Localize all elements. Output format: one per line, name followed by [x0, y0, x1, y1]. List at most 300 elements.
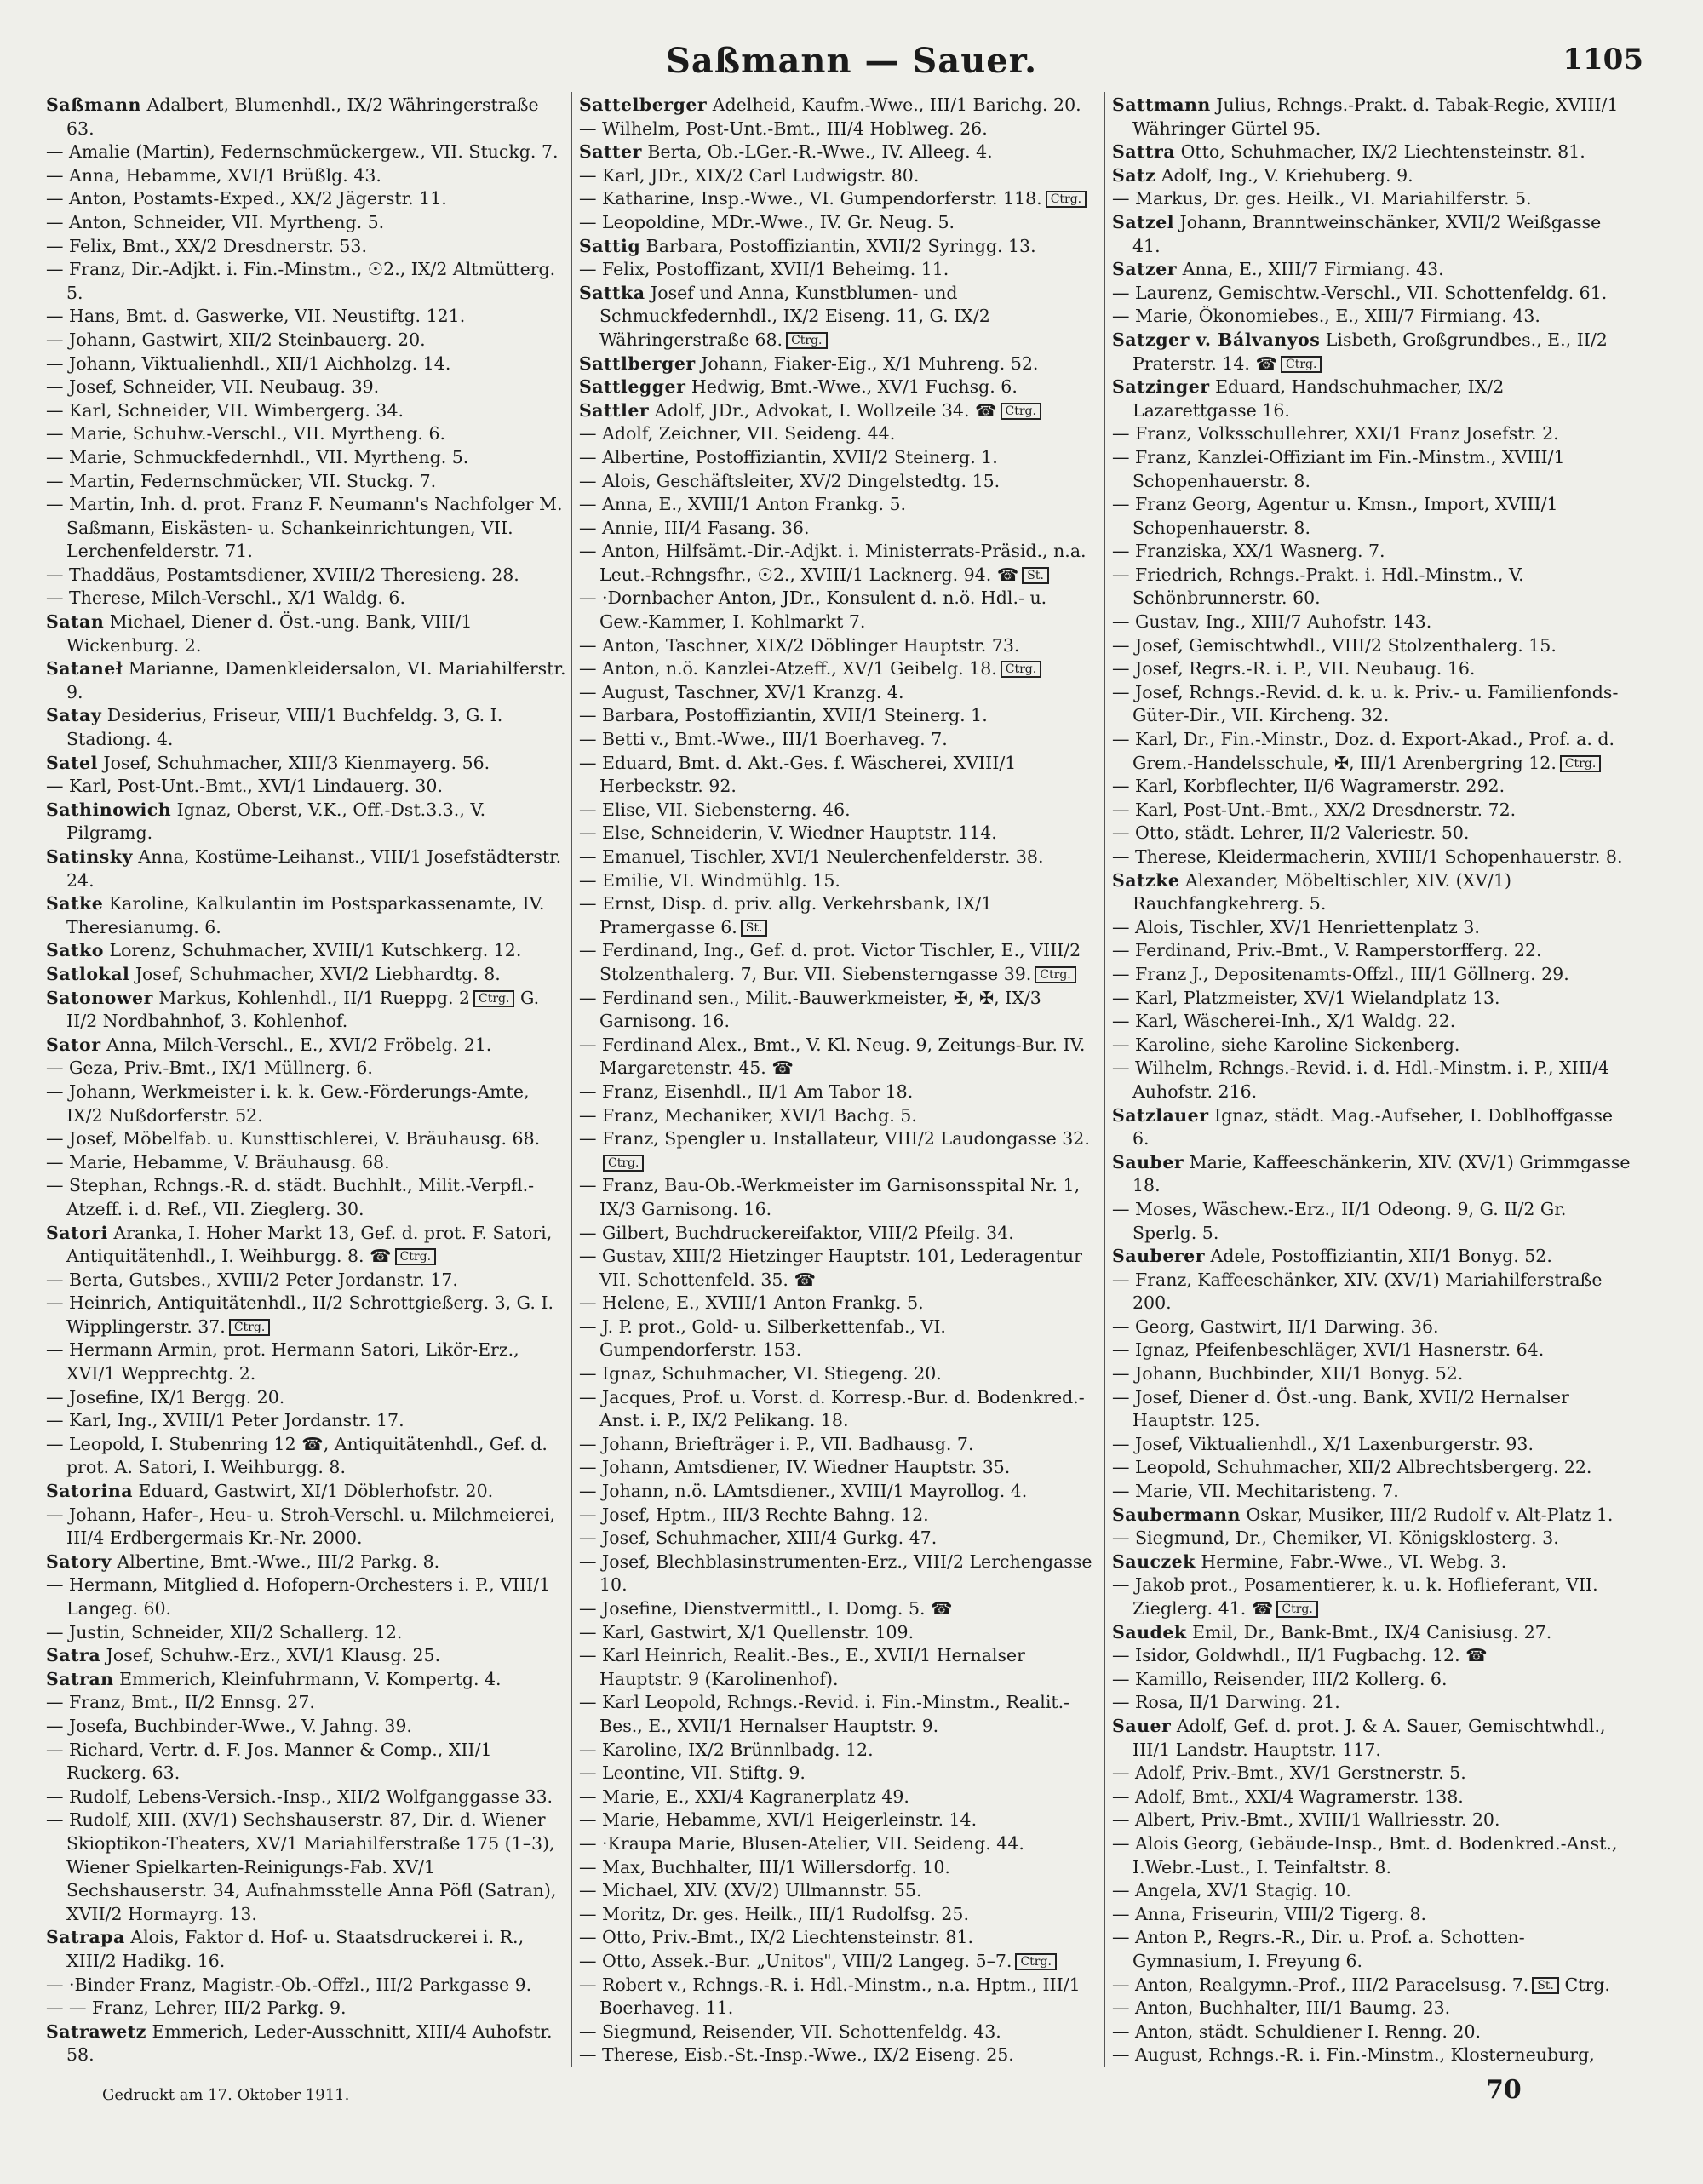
directory-entry [1112, 2044, 1633, 2069]
entry-text: — Wilhelm, Rchngs.-Revid. i. d. Hdl.-Minstm. i. P., XIII/4 Auhofstr. 216. [1112, 1058, 1609, 1102]
entry-surname: Satzlauer [1112, 1104, 1209, 1126]
entry-text: Adolf, Ing., V. Kriehuberg. 9. [1155, 164, 1413, 186]
entry-text: — Marie, Hebamme, XVI/1 Heigerleinstr. 14. [579, 1809, 978, 1831]
directory-entry [46, 1081, 567, 1127]
entry-text: — Jacques, Prof. u. Vorst. d. Korresp.-Bur. d. Bodenkred.-Anst. i. P., IX/2 Pelikang. 18. [579, 1386, 1085, 1431]
entry-text: — Emanuel, Tischler, XVI/1 Neulerchenfelderstr. 38. [579, 846, 1044, 867]
directory-entry [1112, 1527, 1633, 1551]
entry-text: — Otto, Priv.-Bmt., IX/2 Liechtensteinstr. 81. [579, 1927, 974, 1948]
directory-entry [1112, 1621, 1633, 1645]
directory-entry [46, 187, 567, 211]
directory-entry [1112, 916, 1633, 940]
entry-text: — Johann, Amtsdiener, IV. Wiedner Hauptstr. 35. [579, 1457, 1011, 1478]
entry-text: Johann, Fiaker-Eig., X/1 Muhreng. 52. [695, 353, 1039, 374]
directory-entry [1112, 846, 1633, 869]
directory-entry [1112, 1456, 1633, 1480]
directory-entry [579, 1739, 1100, 1763]
entry-text: Lorenz, Schuhmacher, XVIII/1 Kutschkerg. 12. [103, 940, 522, 961]
entry-text: Josef, Schuhw.-Erz., XVI/1 Klausg. 25. [100, 1645, 441, 1666]
entry-text: — Anton, Taschner, XIX/2 Döblinger Hauptstr. 73. [579, 634, 1020, 656]
directory-entry [579, 728, 1100, 752]
entry-text: — Karl, Post-Unt.-Bmt., XVI/1 Lindauerg. 30. [46, 776, 443, 797]
directory-entry [1112, 1644, 1633, 1668]
entry-text: — Therese, Eisb.-St.-Insp.-Wwe., IX/2 Eiseng. 25. [579, 2044, 1014, 2066]
entry-text: Hedwig, Bmt.-Wwe., XV/1 Fuchsg. 6. [685, 376, 1018, 398]
directory-entry [579, 1362, 1100, 1386]
directory-entry [1112, 493, 1633, 540]
directory-entry [579, 422, 1100, 446]
entry-text: — Josef, Diener d. Öst.-ung. Bank, XVII/2 Hernalser Hauptstr. 125. [1112, 1386, 1569, 1431]
entry-text: — Robert v., Rchngs.-R. i. Hdl.-Minstm., n.a. Hptm., III/1 Boerhaveg. 11. [579, 1974, 1081, 2019]
entry-text: — Rudolf, XIII. (XV/1) Sechshauserstr. 87, Dir. d. Wiener Skioptikon-Theaters, XV/1 Mariahilferstraße 175 (1–3), Wiener Spielkarten-Reinigungs-Fab. XV/1 Sechshauserstr. 34, Aufnahmsstelle Anna Pöfl (Satran), XVII/2 Hormayrg. 13. [46, 1809, 557, 1924]
entry-surname: Satter [579, 141, 642, 163]
entry-text: — Franz, Kanzlei-Offiziant im Fin.-Minstm., XVIII/1 Schopenhauerstr. 8. [1112, 446, 1565, 491]
entry-text [579, 2068, 1003, 2069]
entry-text: — Elise, VII. Siebensterng. 46. [579, 799, 851, 820]
entry-text: — Hermann, Mitglied d. Hofopern-Orchesters i. P., VIII/1 Langeg. 60. [46, 1574, 551, 1619]
directory-entry [579, 1504, 1100, 1528]
column-divider [571, 92, 572, 2067]
entry-text: — Josef, Viktualienhdl., X/1 Laxenburgerstr. 93. [1112, 1433, 1534, 1454]
directory-entry [46, 446, 567, 470]
entry-text: — Alois, Tischler, XV/1 Henriettenplatz 3. [1112, 916, 1480, 937]
entry-text: Anna, Kostüme-Leihanst., VIII/1 Josefstädterstr. 24. [66, 846, 562, 891]
directory-entry [1112, 1034, 1633, 1058]
entry-text: — J. P. prot., Gold- u. Silberkettenfab., VI. Gumpendorferstr. 153. [579, 1316, 946, 1361]
directory-entry [1112, 2021, 1633, 2044]
entry-text: Johann, Branntweinschänker, XVII/2 Weißgasse 41. [1132, 211, 1602, 256]
entry-text: — Otto, Assek.-Bur. „Unitos", VIII/2 Langeg. 5–7. [579, 1950, 1012, 1971]
directory-entry [46, 1034, 567, 1058]
entry-text: — Karl, Dr., Fin.-Minstr., Doz. d. Export-Akad., Prof. a. d. Grem.-Handelsschule, ✠, III/1 Arenbergring 12. [1112, 729, 1615, 773]
directory-entry [579, 1386, 1100, 1433]
directory-entry [579, 1691, 1100, 1738]
entry-surname: Satzger v. Bálvanyos [1112, 329, 1321, 350]
directory-entry [579, 399, 1100, 423]
entry-text: — Anton, Buchhalter, III/1 Baumg. 23. [1112, 1998, 1451, 2019]
directory-entry [579, 94, 1100, 118]
entry-text: Emmerich, Kleinfuhrmann, V. Kompertg. 4. [113, 1668, 502, 1689]
directory-entry [1112, 1668, 1633, 1692]
entry-text: — ·Dornbacher Anton, JDr., Konsulent d. n.ö. Hdl.- u. Gew.-Kammer, I. Kohlmarkt 7. [579, 588, 1047, 633]
entry-text: — Jakob prot., Posamentierer, k. u. k. Hoflieferant, VII. Zieglerg. 41. ☎ [1112, 1574, 1598, 1619]
entry-text: Josef, Schuhmacher, XIII/3 Kienmayerg. 56. [97, 752, 490, 773]
entry-text: — Karl, JDr., XIX/2 Carl Ludwigstr. 80. [579, 164, 920, 186]
directory-entry [46, 657, 567, 704]
directory-entry [579, 1127, 1100, 1174]
entry-text: Eduard, Handschuhmacher, IX/2 Lazarettgasse 16. [1132, 376, 1505, 421]
directory-entry [46, 2021, 567, 2067]
entry-text: — Franz J., Depositenamts-Offzl., III/1 Göllnerg. 29. [1112, 963, 1569, 984]
entry-text: — Adolf, Priv.-Bmt., XV/1 Gerstnerstr. 5. [1112, 1763, 1466, 1784]
directory-entry [1112, 1198, 1633, 1245]
entry-text: — Therese, Milch-Verschl., X/1 Waldg. 6. [46, 588, 405, 609]
entry-text: — Karl Leopold, Rchngs.-Revid. i. Fin.-Minstm., Realit.-Bes., E., XVII/1 Hernalser Hauptstr. 9. [579, 1692, 1070, 1736]
entry-text: — Geza, Priv.-Bmt., IX/1 Müllnerg. 6. [46, 1058, 373, 1079]
entry-text: Albertine, Bmt.-Wwe., III/2 Parkg. 8. [111, 1551, 440, 1572]
directory-entry [1112, 329, 1633, 375]
entry-text: — Karoline, IX/2 Brünnlbadg. 12. [579, 1739, 874, 1760]
entry-text: — Josef, Hptm., III/3 Rechte Bahng. 12. [579, 1504, 929, 1525]
entry-text: Aranka, I. Hoher Markt 13, Gef. d. prot. F. Satori, Antiquitätenhdl., I. Weihburgg. 8. ☎ [66, 1222, 553, 1267]
entry-text: — Franziska, XX/1 Wasnerg. 7. [1112, 541, 1385, 562]
directory-entry [46, 1926, 567, 1973]
entry-text: — Felix, Postoffizant, XVII/1 Beheimg. 11. [579, 259, 949, 280]
directory-entry [1112, 1809, 1633, 1832]
directory-entry [579, 704, 1100, 728]
directory-entry [46, 1997, 567, 2021]
directory-entry [1112, 1010, 1633, 1034]
entry-text: — Alois Georg, Gebäude-Insp., Bmt. d. Bodenkred.-Anst., I.Webr.-Lust., I. Teinfaltstr. 8. [1112, 1832, 1618, 1877]
directory-entry [46, 1621, 567, 1645]
directory-entry [579, 211, 1100, 235]
directory-entry [579, 1104, 1100, 1128]
column-divider [1104, 92, 1105, 2067]
directory-entry [1112, 1480, 1633, 1504]
directory-entry [1112, 1362, 1633, 1386]
directory-entry [579, 1551, 1100, 1597]
entry-surname: Sattlegger [579, 376, 686, 398]
entry-text: — Franz, Bau-Ob.-Werkmeister im Garnisonsspital Nr. 1, IX/3 Garnisong. 16. [579, 1175, 1081, 1219]
directory-entry [1112, 1386, 1633, 1433]
entry-surname: Satinsky [46, 846, 133, 867]
directory-entry [1112, 1762, 1633, 1786]
directory-entry [46, 564, 567, 588]
entry-surname: Sattra [1112, 141, 1176, 163]
directory-entry [1112, 1338, 1633, 1362]
entry-tag: St. [1022, 567, 1049, 584]
entry-text: — Therese, Kleidermacherin, XVIII/1 Schopenhauerstr. 8. [1112, 846, 1623, 867]
entry-text: — Josef, Möbelfab. u. Kunsttischlerei, V. Bräuhausg. 68. [46, 1128, 541, 1149]
entry-text: — Anton, Postamts-Exped., XX/2 Jägerstr. 11. [46, 188, 447, 209]
directory-entry [1112, 1974, 1633, 1998]
page-title: Saßmann — Sauer. [665, 41, 1038, 81]
entry-text: — Max, Buchhalter, III/1 Willersdorfg. 10. [579, 1856, 950, 1877]
entry-tag: St. [1532, 1977, 1559, 1994]
entry-surname: Satori [46, 1222, 108, 1243]
directory-entry [579, 353, 1100, 376]
entry-text: Alois, Faktor d. Hof- u. Staatsdruckerei i. R., XIII/2 Hadikg. 16. [66, 1927, 525, 1971]
entry-tag: Ctrg. [1046, 191, 1087, 208]
entry-text: — Johann, Buchbinder, XII/1 Bonyg. 52. [1112, 1363, 1464, 1384]
entry-text: — Josef, Regrs.-R. i. P., VII. Neubaug. 16. [1112, 658, 1476, 679]
entry-text: Adelheid, Kaufm.-Wwe., III/1 Barichg. 20. [707, 95, 1081, 115]
entry-surname: Satko [46, 940, 104, 961]
entry-text: Barbara, Postoffiziantin, XVII/2 Syringg. 13. [640, 235, 1036, 256]
directory-entry [1112, 1691, 1633, 1715]
directory-entry [579, 1926, 1100, 1950]
entry-text: — Gustav, Ing., XIII/7 Auhofstr. 143. [1112, 611, 1432, 633]
directory-entry [1112, 140, 1633, 164]
entry-text: — Adolf, Bmt., XXI/4 Wagramerstr. 138. [1112, 1786, 1464, 1807]
directory-entry [46, 305, 567, 329]
entry-text: — Friedrich, Rchngs.-Prakt. i. Hdl.-Minstm., V. Schönbrunnerstr. 60. [1112, 564, 1524, 609]
directory-entry [46, 1127, 567, 1151]
entry-surname: Satran [46, 1668, 114, 1689]
directory-entry [1112, 258, 1633, 282]
entry-text: — Karoline, siehe Karoline Sickenberg. [1112, 1034, 1460, 1055]
directory-entry [579, 822, 1100, 846]
directory-entry [46, 846, 567, 892]
entry-surname: Satz [1112, 164, 1156, 186]
entry-text: — Ferdinand, Priv.-Bmt., V. Ramperstorfferg. 22. [1112, 940, 1542, 961]
directory-entry [579, 1174, 1100, 1221]
directory-entry [1112, 963, 1633, 987]
entry-text: — — Franz, Lehrer, III/2 Parkg. 9. [46, 1998, 347, 2019]
directory-entry [1112, 1574, 1633, 1620]
entry-tag: Ctrg. [1001, 403, 1041, 420]
entry-text: — ·Binder Franz, Magistr.-Ob.-Offzl., III/2 Parkgasse 9. [46, 1974, 532, 1995]
entry-text: — Ignaz, Schuhmacher, VI. Stiegeng. 20. [579, 1363, 942, 1384]
entry-text: — Anna, E., XVIII/1 Anton Frankg. 5. [579, 494, 907, 515]
directory-entry [579, 939, 1100, 986]
directory-entry [579, 1879, 1100, 1903]
directory-entry [579, 1644, 1100, 1691]
entry-text: — Johann, Briefträger i. P., VII. Badhausg. 7. [579, 1433, 974, 1454]
entry-text: — Marie, VII. Mechitaristeng. 7. [1112, 1481, 1399, 1502]
directory-entry [46, 1433, 567, 1480]
directory-entry [1112, 164, 1633, 188]
directory-entry [46, 470, 567, 494]
directory-entry [46, 1480, 567, 1504]
entry-text: Emil, Dr., Bank-Bmt., IX/4 Canisiusg. 27. [1186, 1621, 1552, 1642]
directory-entry [579, 1856, 1100, 1880]
directory-entry [579, 540, 1100, 587]
directory-entry [46, 704, 567, 751]
directory-entry [46, 1809, 567, 1926]
directory-entry [1112, 728, 1633, 775]
directory-entry [46, 752, 567, 776]
directory-entry [46, 963, 567, 987]
entry-text: Marie, Kaffeeschänkerin, XIV. (XV/1) Grimmgasse 18. [1132, 1151, 1631, 1196]
entry-text: — Amalie (Martin), Federnschmückergew., VII. Stuckg. 7. [46, 141, 559, 163]
directory-entry [579, 1809, 1100, 1832]
directory-entry [579, 1245, 1100, 1292]
entry-text: — Ferdinand sen., Milit.-Bauwerkmeister, ✠, ✠, IX/3 Garnisong. 16. [579, 987, 1041, 1032]
directory-entry [579, 869, 1100, 893]
entry-text: — Karl, Gastwirt, X/1 Quellenstr. 109. [579, 1621, 915, 1642]
entry-text: Eduard, Gastwirt, XI/1 Döblerhofstr. 20. [133, 1481, 494, 1502]
entry-text: — Stephan, Rchngs.-R. d. städt. Buchhlt., Milit.-Verpfl.-Atzeff. i. d. Ref., VII. Zieglerg. 30. [46, 1175, 535, 1219]
entry-text: — Anna, Friseurin, VIII/2 Tigerg. 8. [1112, 1903, 1427, 1924]
entry-text: — Franz, Kaffeeschänker, XIV. (XV/1) Mariahilferstraße 200. [1112, 1269, 1603, 1314]
entry-text: — Karl, Ing., XVIII/1 Peter Jordanstr. 17. [46, 1410, 404, 1431]
directory-entry [579, 1316, 1100, 1362]
entry-surname: Sattig [579, 235, 641, 256]
directory-entry [46, 1668, 567, 1692]
column-3 [1112, 94, 1633, 2069]
entry-text: Josef und Anna, Kunstblumen- und Schmuckfedernhdl., IX/2 Eiseng. 11, G. IX/2 Währingerstraße 68. [599, 282, 990, 350]
directory-entry [579, 517, 1100, 541]
entry-surname: Sauczek [1112, 1551, 1196, 1572]
entry-text: — Leopold, Schuhmacher, XII/2 Albrechtsbergerg. 22. [1112, 1457, 1592, 1478]
entry-text: — Kamillo, Reisender, III/2 Kollerg. 6. [1112, 1668, 1448, 1689]
directory-entry [1112, 1104, 1633, 1151]
entry-text: — Berta, Gutsbes., XVIII/2 Peter Jordanstr. 17. [46, 1269, 458, 1290]
directory-entry [579, 164, 1100, 188]
entry-surname [46, 2068, 125, 2069]
directory-entry [1112, 681, 1633, 728]
entry-text: — Annie, III/4 Fasang. 36. [579, 517, 810, 538]
directory-entry [1112, 422, 1633, 446]
entry-text: — Josefine, IX/1 Bergg. 20. [46, 1386, 285, 1407]
entry-text: — Gilbert, Buchdruckereifaktor, VIII/2 Pfeilg. 34. [579, 1222, 1014, 1243]
entry-tag: Ctrg. [1276, 1601, 1317, 1618]
directory-entry [579, 681, 1100, 705]
entry-text: — Katharine, Insp.-Wwe., VI. Gumpendorferstr. 118. [579, 188, 1042, 209]
entry-surname: Satke [46, 893, 104, 914]
directory-entry [1112, 987, 1633, 1011]
directory-entry [46, 140, 567, 164]
directory-entry [1112, 657, 1633, 681]
entry-surname: Sator [46, 1034, 101, 1055]
entry-tag: Ctrg. [1560, 755, 1601, 772]
entry-text: — Martin, Federnschmücker, VII. Stuckg. 7. [46, 470, 437, 491]
entry-text: — Hans, Bmt. d. Gaswerke, VII. Neustiftg. 121. [46, 306, 466, 327]
entry-text: — Thaddäus, Postamtsdiener, XVIII/2 Theresieng. 28. [46, 564, 519, 585]
directory-entry [46, 775, 567, 799]
entry-text: — Alois, Geschäftsleiter, XV/2 Dingelstedtg. 15. [579, 470, 1001, 491]
directory-entry [46, 1386, 567, 1410]
directory-entry [46, 1786, 567, 1809]
directory-entry [46, 258, 567, 305]
entry-surname: Satorina [46, 1481, 134, 1502]
entry-text: — Wilhelm, Post-Unt.-Bmt., III/4 Hoblweg. 26. [579, 118, 988, 139]
directory-entry [579, 2044, 1100, 2067]
entry-text: — Marie, Ökonomiebes., E., XIII/7 Firmiang. 43. [1112, 306, 1540, 327]
entry-text: Otto, Schuhmacher, IX/2 Liechtensteinstr. 81. [1175, 141, 1585, 163]
entry-text-continued: Ctrg. [1559, 1974, 1610, 1995]
entry-surname: Sauber [1112, 1151, 1184, 1172]
entry-text: — Justin, Schneider, XII/2 Schallerg. 12. [46, 1621, 403, 1642]
entry-surname: Satonower [46, 987, 153, 1008]
entry-tag: Ctrg. [603, 1155, 644, 1172]
directory-entry [1112, 1879, 1633, 1903]
directory-entry [46, 329, 567, 353]
entry-text: — Karl, Korbflechter, II/6 Wagramerstr. 292. [1112, 776, 1505, 797]
directory-entry [46, 1504, 567, 1551]
directory-entry [1112, 94, 1633, 140]
entry-text: — Leopoldine, MDr.-Wwe., IV. Gr. Neug. 5. [579, 211, 955, 232]
directory-entry [46, 1338, 567, 1385]
directory-entry [579, 1621, 1100, 1645]
directory-entry [46, 1269, 567, 1293]
entry-text: — Heinrich, Antiquitätenhdl., II/2 Schrottgießerg. 3, G. I. Wipplingerstr. 37. [46, 1293, 553, 1337]
entry-text: — Johann, n.ö. LAmtsdiener., XVIII/1 Mayrollog. 4. [579, 1481, 1028, 1502]
directory-entry [1112, 211, 1633, 258]
entry-text: — Betti v., Bmt.-Wwe., III/1 Boerhaveg. 7. [579, 729, 948, 750]
directory-entry [1112, 282, 1633, 306]
entry-text: — Josef, Rchngs.-Revid. d. k. u. k. Priv.- u. Familienfonds-Güter-Dir., VII. Kircheng. 32. [1112, 681, 1619, 726]
entry-text: — Johann, Viktualienhdl., XII/1 Aichholzg. 14. [46, 353, 451, 374]
directory-entry [579, 1480, 1100, 1504]
column-1 [46, 94, 567, 2069]
directory-entry [579, 235, 1100, 259]
directory-entry [579, 846, 1100, 869]
directory-entry [46, 1409, 567, 1433]
entry-text: — Franz, Eisenhdl., II/1 Am Tabor 18. [579, 1081, 914, 1102]
directory-entry [1112, 187, 1633, 211]
entry-text: — Marie, Schmuckfedernhdl., VII. Myrtheng. 5. [46, 446, 469, 467]
directory-entry [1112, 540, 1633, 564]
entry-text: — Albertine, Postoffiziantin, XVII/2 Steinerg. 1. [579, 446, 998, 467]
entry-text: — Hermann Armin, prot. Hermann Satori, Likör-Erz., XVI/1 Wepprechtg. 2. [46, 1339, 519, 1384]
directory-entry [1112, 939, 1633, 963]
directory-entry [579, 470, 1100, 494]
directory-entry [579, 282, 1100, 353]
entry-text: Adalbert, Blumenhdl., IX/2 Währingerstraße 63. [66, 95, 539, 139]
column-2 [579, 94, 1100, 2069]
directory-entry [46, 1057, 567, 1081]
directory-entry [579, 1762, 1100, 1786]
entry-surname: Satzinger [1112, 376, 1210, 398]
entry-text: — Rosa, II/1 Darwing. 21. [1112, 1692, 1340, 1713]
entry-text: Michael, Diener d. Öst.-ung. Bank, VIII/1 Wickenburg. 2. [66, 611, 473, 656]
directory-entry [46, 1739, 567, 1786]
directory-entry [46, 1151, 567, 1175]
entry-text: — Emilie, VI. Windmühlg. 15. [579, 869, 840, 891]
entry-text: Julius, Rchngs.-Prakt. d. Tabak-Regie, XVIII/1 Währinger Gürtel 95. [1132, 95, 1619, 139]
print-note: Gedruckt am 17. Oktober 1911. [102, 2086, 350, 2104]
entry-text: Markus, Kohlenhdl., II/1 Rueppg. 2 [152, 987, 471, 1008]
entry-text: — Marie, Schuhw.-Verschl., VII. Myrtheng. 6. [46, 423, 446, 444]
entry-surname: Satzke [1112, 869, 1180, 891]
directory-entry [579, 187, 1100, 211]
directory-entry [579, 1456, 1100, 1480]
entry-surname: Sattlberger [579, 353, 696, 374]
entry-text: — Johann, Gastwirt, XII/2 Steinbauerg. 20. [46, 329, 426, 350]
directory-entry [46, 375, 567, 399]
entry-tag: Ctrg. [1001, 661, 1041, 678]
directory-entry [579, 892, 1100, 939]
directory-entry [1112, 634, 1633, 658]
entry-text: Anna, E., XIII/7 Firmiang. 43. [1177, 259, 1444, 280]
entry-text: Oskar, Musiker, III/2 Rudolf v. Alt-Platz 1. [1240, 1504, 1614, 1525]
entry-text: — Laurenz, Gemischtw.-Verschl., VII. Schottenfeldg. 61. [1112, 282, 1608, 303]
directory-entry [579, 1034, 1100, 1081]
directory-entry [1112, 305, 1633, 329]
entry-text: — Anton P., Regrs.-R., Dir. u. Prof. a. Schotten-Gymnasium, I. Freyung 6. [1112, 1927, 1525, 1971]
entry-surname: Sattler [579, 399, 650, 421]
entry-surname: Satzer [1112, 259, 1178, 280]
entry-text: — Angela, XV/1 Stagig. 10. [1112, 1880, 1351, 1901]
entry-text: Hermine, Fabr.-Wwe., VI. Webg. 3. [1195, 1551, 1507, 1572]
entry-text: — Ferdinand, Ing., Gef. d. prot. Victor Tischler, E., VIII/2 Stolzenthalerg. 7, Bur. VII. Siebensterngasse 39. [579, 940, 1081, 984]
entry-text: — Martin, Inh. d. prot. Franz F. Neumann's Nachfolger M. Saßmann, Eiskästen- u. Schankeinrichtungen, VII. Lerchenfelderstr. 71. [46, 494, 563, 562]
directory-entry [1112, 1926, 1633, 1973]
entry-text: — Helene, E., XVIII/1 Anton Frankg. 5. [579, 1293, 924, 1314]
page-header [0, 36, 1703, 95]
directory-entry [46, 211, 567, 235]
entry-text: — Karl Heinrich, Realit.-Bes., E., XVII/1 Hernalser Hauptstr. 9 (Karolinenhof). [579, 1645, 1025, 1689]
entry-tag: St. [741, 920, 768, 937]
directory-entry [46, 939, 567, 963]
directory-entry [579, 752, 1100, 799]
directory-entry [579, 1974, 1100, 2021]
directory-entry [46, 892, 567, 939]
entry-surname: Satan [46, 611, 105, 633]
entry-tag: Ctrg. [786, 332, 827, 349]
entry-text: — Else, Schneiderin, V. Wiedner Hauptstr. 114. [579, 823, 997, 844]
directory-entry [1112, 375, 1633, 422]
directory-entry [46, 1715, 567, 1739]
entry-text: — Franz, Volksschullehrer, XXI/1 Franz Josefstr. 2. [1112, 423, 1559, 444]
directory-entry [46, 493, 567, 564]
entry-surname: Saudek [1112, 1621, 1187, 1642]
entry-surname: Satzel [1112, 211, 1175, 232]
directory-entry [1112, 1786, 1633, 1809]
directory-entry [1112, 822, 1633, 846]
